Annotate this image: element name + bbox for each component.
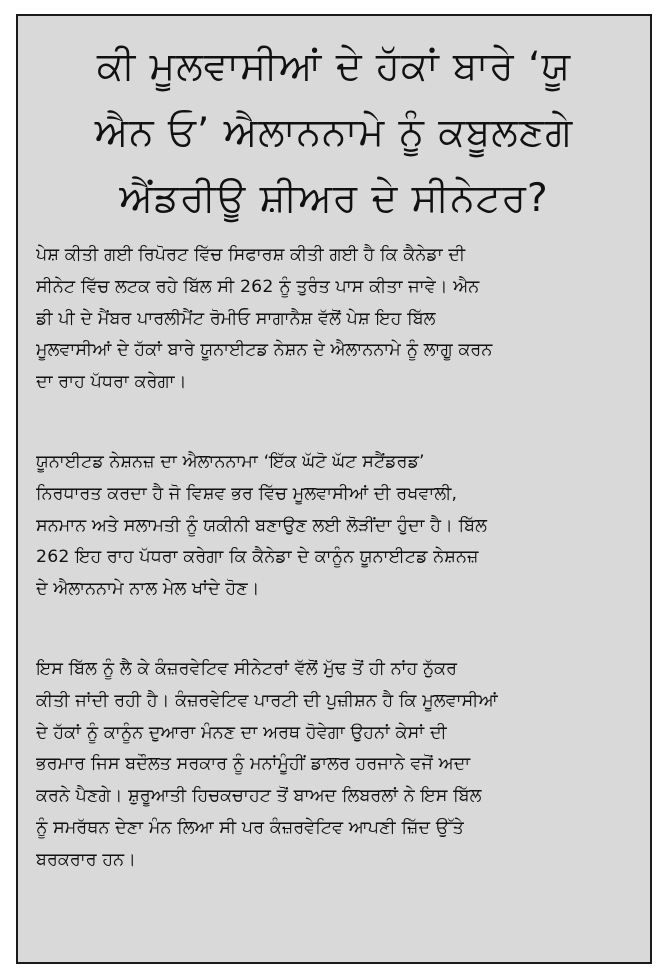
paragraph-2 — [36, 447, 632, 606]
article-body — [36, 240, 632, 877]
text-line: ਪੇਸ਼ ਕੀਤੀ ਗਈ ਰਿਪੋਰਟ ਵਿੱਚ ਸਿਫਾਰਸ਼ ਕੀਤੀ ਗਈ ਹੈ ਕਿ ਕੈਨੇਡਾ ਦੀ — [36, 245, 466, 265]
text-line: ਨਿਰਧਾਰਤ ਕਰਦਾ ਹੈ ਜੋ ਵਿਸ਼ਵ ਭਰ ਵਿੱਚ ਮੂਲਵਾਸੀਆਂ ਦੀ ਰਖਵਾਲੀ, — [36, 483, 458, 504]
text-line: ਦੇ ਐਲਾਨਨਾਮੇ ਨਾਲ ਮੇਲ ਖਾਂਦੇ ਹੋਣ। — [36, 579, 260, 600]
text-line: ਨੂੰ ਸਮਰੱਥਨ ਦੇਣਾ ਮੰਨ ਲਿਆ ਸੀ ਪਰ ਕੰਜ਼ਰਵੇਟਿਵ ਆਪਣੀ ਜ਼ਿੱਦ ਉੱਤੇ — [36, 817, 464, 838]
article-clipping — [16, 14, 652, 964]
text-line: ਕਰਨੇ ਪੈਣਗੇ। ਸ਼ੁਰੂਆਤੀ ਹਿਚਕਚਾਹਟ ਤੋਂ ਬਾਅਦ ਲਿਬਰਲਾਂ ਨੇ ਇਸ ਬਿੱਲ — [36, 786, 482, 807]
headline — [36, 34, 632, 232]
text-line: ਕੀਤੀ ਜਾਂਦੀ ਰਹੀ ਹੈ। ਕੰਜ਼ਰਵੇਟਿਵ ਪਾਰਟੀ ਦੀ ਪੁਜ਼ੀਸ਼ਨ ਹੈ ਕਿ ਮੂਲਵਾਸੀਆਂ — [36, 690, 498, 711]
text-line: ਸਨਮਾਨ ਅਤੇ ਸਲਾਮਤੀ ਨੂੰ ਯਕੀਨੀ ਬਣਾਉਣ ਲਈ ਲੋੜੀਂਦਾ ਹੁੰਦਾ ਹੈ। ਬਿੱਲ — [36, 515, 488, 536]
headline-line: ਕੀ ਮੂਲਵਾਸੀਆਂ ਦੇ ਹੱਕਾਂ ਬਾਰੇ ‘ਯੂ — [96, 44, 572, 89]
text-line: ਬਰਕਰਾਰ ਹਨ। — [36, 849, 137, 870]
text-line: ਦਾ ਰਾਹ ਪੱਧਰਾ ਕਰੇਗਾ। — [36, 372, 187, 393]
text-line: ਸੀਨੇਟ ਵਿੱਚ ਲਟਕ ਰਹੇ ਬਿੱਲ ਸੀ 262 ਨੂੰ ਤੁਰੰਤ ਪਾਸ ਕੀਤਾ ਜਾਵੇ। ਐਨ — [36, 276, 480, 297]
text-line: ਯੂਨਾਈਟਡ ਨੇਸ਼ਨਜ਼ ਦਾ ਐਲਾਨਨਾਮਾ ‘ਇੱਕ ਘੱਟੋ ਘੱਟ ਸਟੈਂਡਰਡ’ — [36, 451, 425, 472]
headline-line: ਐਨ ਓ’ ਐਲਾਨਨਾਮੇ ਨੂੰ ਕਬੂਲਣਗੇ — [94, 110, 574, 155]
text-line: ਮੂਲਵਾਸੀਆਂ ਦੇ ਹੱਕਾਂ ਬਾਰੇ ਯੂਨਾਈਟਡ ਨੇਸ਼ਨ ਦੇ ਐਲਾਨਨਾਮੇ ਨੂੰ ਲਾਗੂ ਕਰਨ — [36, 340, 493, 361]
paragraph-3 — [36, 654, 632, 877]
text-line: ਭਰਮਾਰ ਜਿਸ ਬਦੌਲਤ ਸਰਕਾਰ ਨੂੰ ਮਨਾਂਮੂੰਹੀਂ ਡਾਲਰ ਹਰਜਾਨੇ ਵਜੋਂ ਅਦਾ — [36, 754, 471, 775]
text-line: ਦੇ ਹੱਕਾਂ ਨੂੰ ਕਾਨੂੰਨ ਦੁਆਰਾ ਮੰਨਣ ਦਾ ਅਰਥ ਹੋਵੇਗਾ ਉਹਨਾਂ ਕੇਸਾਂ ਦੀ — [36, 722, 447, 743]
headline-line: ਐਂਡਰੀਊ ਸ਼ੀਅਰ ਦੇ ਸੀਨੇਟਰ? — [119, 176, 549, 221]
text-line: ਡੀ ਪੀ ਦੇ ਮੈਂਬਰ ਪਾਰਲੀਮੈਂਟ ਰੋਮੀਓ ਸਾਗਾਨੈਸ਼ ਵੱਲੋਂ ਪੇਸ਼ ਇਹ ਬਿੱਲ — [36, 308, 436, 329]
text-line: ਇਸ ਬਿੱਲ ਨੂੰ ਲੈ ਕੇ ਕੰਜ਼ਰਵੇਟਿਵ ਸੀਨੇਟਰਾਂ ਵੱਲੋਂ ਮੁੱਢ ਤੋਂ ਹੀ ਨਾਂਹ ਨੁੱਕਰ — [36, 658, 458, 679]
paragraph-1 — [36, 240, 632, 399]
text-line: 262 ਇਹ ਰਾਹ ਪੱਧਰਾ ਕਰੇਗਾ ਕਿ ਕੈਨੇਡਾ ਦੇ ਕਾਨੂੰਨ ਯੂਨਾਈਟਡ ਨੇਸ਼ਨਜ਼ — [36, 547, 479, 568]
